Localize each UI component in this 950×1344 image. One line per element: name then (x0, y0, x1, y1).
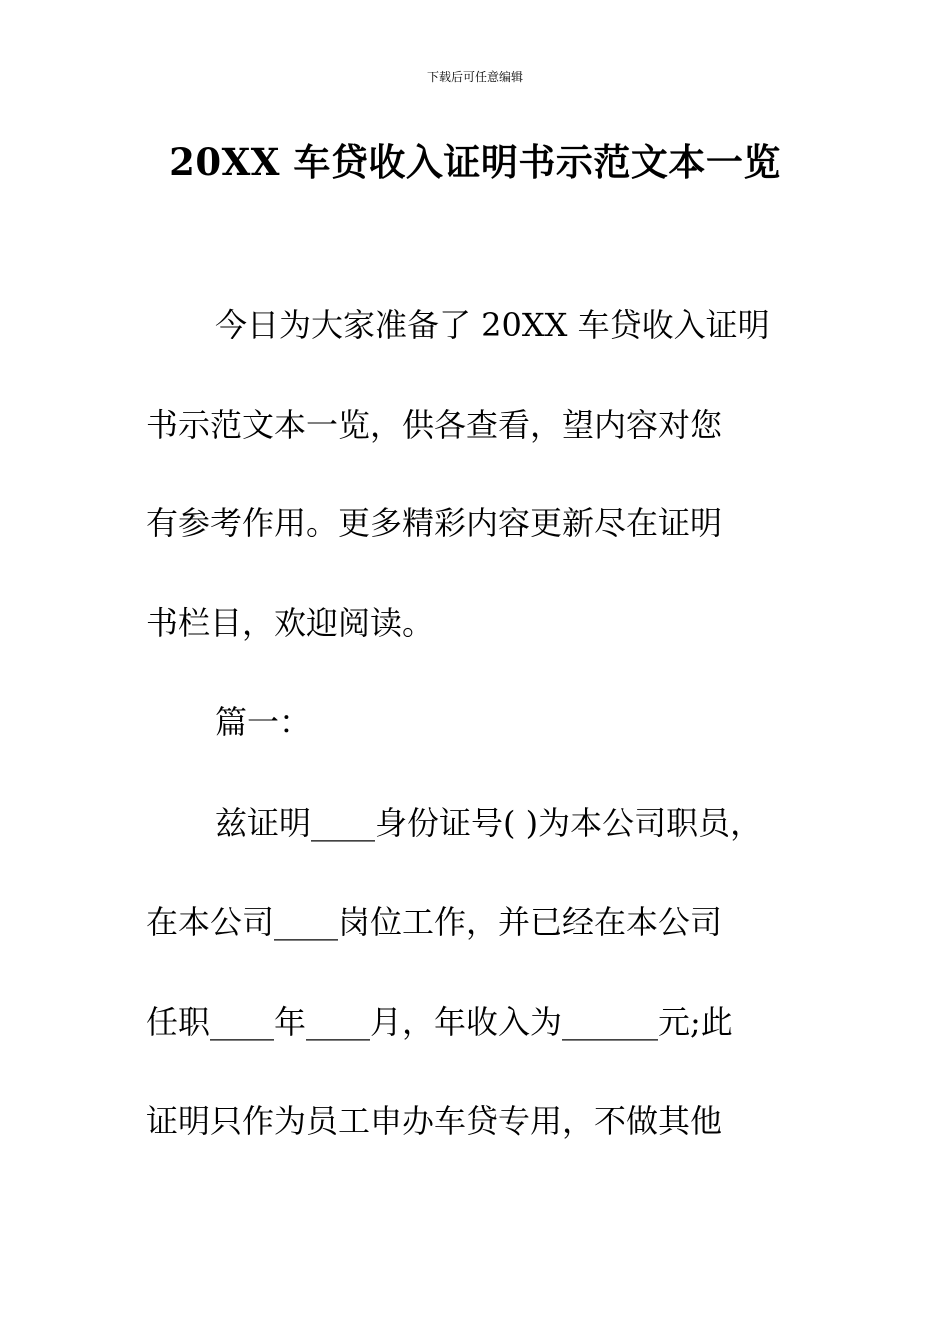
paragraph-line: 书示范文本一览，供各查看，望内容对您 (146, 406, 723, 444)
paragraph-line: 书栏目，欢迎阅读。 (146, 604, 435, 642)
section-heading: 篇一： (215, 703, 312, 741)
paragraph-line: 有参考作用。更多精彩内容更新尽在证明 (146, 504, 723, 542)
paragraph-line: 在本公司____岗位工作，并已经在本公司 (146, 903, 723, 941)
paragraph-line: 证明只作为员工申办车贷专用，不做其他 (146, 1102, 723, 1140)
header-note: 下载后可任意编辑 (426, 70, 523, 84)
paragraph-line: 今日为大家准备了 20XX 车贷收入证明 (215, 306, 770, 344)
document-title: 20XX 车贷收入证明书示范文本一览 (169, 140, 781, 184)
paragraph-line: 兹证明____身份证号( )为本公司职员， (215, 804, 763, 842)
paragraph-line: 任职____年____月，年收入为______元;此 (146, 1003, 733, 1041)
